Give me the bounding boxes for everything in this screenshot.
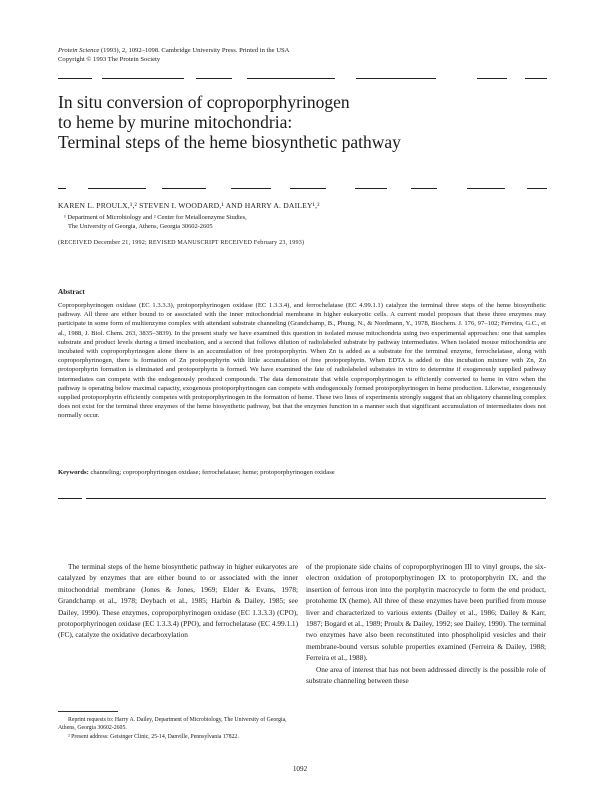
- title-line-1: In situ conversion of coproporphyrinogen: [58, 92, 350, 112]
- body-column-right: [306, 561, 546, 686]
- title-line-3: Terminal steps of the heme biosynthetic pathway: [58, 132, 401, 152]
- footnote-rule: [58, 711, 118, 712]
- footnote-reprint: Reprint requests to: Harry A. Dailey, Department of Microbiology, The University of Georgia, Athens, Georgia 30602-2605.: [58, 717, 287, 732]
- body-paragraph-3: One area of interest that has not been addressed directly is the possible role of substrate channeling between these: [306, 664, 546, 686]
- affiliations: [64, 214, 247, 231]
- body-column-left: [58, 561, 298, 641]
- abstract-heading: Abstract: [58, 288, 85, 296]
- author-list: KAREN L. PROULX,¹,² STEVEN I. WOODARD,¹ AND HARRY A. DAILEY¹,²: [58, 201, 320, 210]
- keywords-label: Keywords:: [58, 469, 89, 476]
- journal-citation: (1993), 2, 1092–1098. Cambridge University Press. Printed in the USA: [100, 47, 290, 54]
- article-title: [58, 92, 401, 152]
- abstract-text: Coproporphyrinogen oxidase (EC 1.3.3.3), protoporphyrinogen oxidase (EC 1.3.3.4), and ferrochelatase (EC 4.99.1.1) catalyze the terminal three steps of the heme biosynthetic pathway. All three are either bound to or associated with the inner mitochondrial membrane in higher eukaryotic cells. A current model proposes that these three enzymes may participate in some form of multienzyme complex with attendant substrate channeling (Grandchamp, B., Phung, N., & Nordmann, Y., 1978, Biochem. J. 176, 97–102; Ferreira, G.C., et al., 1988, J. Biol. Chem. 263, 3835–3839). In the present study we have examined this question in isolated mouse mitochondria using two experimental approaches: one that samples substrate and product levels during a timed incubation, and a second that follows dilution of radiolabeled substrate by pathway intermediates. When isolated mouse mitochondria are incubated with coproporphyrinogen alone there is an accumulation of free protoporphyrin. When Zn is added as a substrate for the terminal enzyme, ferrochelatase, along with coproporphyrinogen, there is formation of Zn protoporphyrin with little accumulation of free protoporphyrin. When EDTA is added to this incubation mixture with Zn, Zn protoporphyrin formation is eliminated and protoporphyrin is formed. We have examined the fate of radiolabeled substrates in vitro to determine if exogenously supplied pathway intermediates can compete with the endogenously produced compounds. The data demonstrate that while coproporphyrinogen is efficiently converted to heme in vitro when the pathway is operating below maximal capacity, exogenous protoporphyrinogen can compete with endogenously formed protoporphyrinogen in heme production. Likewise, exogenously supplied protoporphyrin efficiently competes with protoporphyrinogen in the formation of heme. These two lines of experiments strongly suggest that an obligatory channeling complex does not exist for the terminal three enzymes of the heme biosynthetic pathway, but that the enzymes function in a manner such that significant accumulation of intermediates does not normally occur.: [58, 302, 546, 420]
- body-paragraph-1: The terminal steps of the heme biosynthetic pathway in higher eukaryotes are catalyzed by enzymes that are either bound to or associated with the inner mitochondrial membrane (Jones & Jones, 1969; Elder & Evans, 1978; Grandchamp et al., 1978; Deybach et al., 1985; Harbin & Dailey, 1985; see Dailey, 1990). These enzymes, coproporphyrinogen oxidase (EC 1.3.3.3) (CPO), protoporphyrinogen oxidase (EC 1.3.3.4) (PPO), and ferrochelatase (EC 4.99.1.1) (FC), catalyze the oxidative decarboxylation: [58, 562, 298, 640]
- keywords-text: channeling; coproporphyrinogen oxidase; ferrochelatase; heme; protoporphyrinogen oxidase: [90, 469, 335, 476]
- journal-header: [58, 47, 289, 64]
- affiliation-line-2: The University of Georgia, Athens, Georgia 30602-2605: [68, 222, 213, 230]
- journal-name: Protein Science: [58, 47, 100, 54]
- body-paragraph-2: of the propionate side chains of coproporphyrinogen III to vinyl groups, the six-electron oxidation of protoporphyrinogen IX to protoporphyrin IX, and the insertion of ferrous iron into the porphyrin macrocycle to form the end product, protoheme IX (heme). All three of these enzymes have been purified from mouse liver and characterized to various extents (Dailey et al., 1986; Dailey & Karr, 1987; Bogard et al., 1989; Proulx & Dailey, 1992; see Dailey, 1990). The terminal two enzymes have also been reconstituted into phospholipid vesicles and their membrane-bound versus soluble properties examined (Ferreira & Dailey, 1988; Ferreira et al., 1988).: [306, 562, 546, 663]
- footnotes: [58, 716, 298, 741]
- keywords: [58, 468, 546, 477]
- page-number: 1092: [292, 765, 308, 773]
- copyright-line: Copyright © 1993 The Protein Society: [58, 55, 161, 63]
- received-dates: (RECEIVED December 21, 1992; REVISED MANUSCRIPT RECEIVED February 23, 1993): [58, 240, 305, 246]
- title-line-2: to heme by murine mitochondria:: [58, 112, 293, 132]
- affiliation-line-1: ¹ Department of Microbiology and ² Center for Metalloenzyme Studies,: [64, 214, 247, 221]
- footnote-present-address: ² Present address: Geisinger Clinic, 25-14, Danville, Pennsylvania 17822.: [68, 733, 239, 740]
